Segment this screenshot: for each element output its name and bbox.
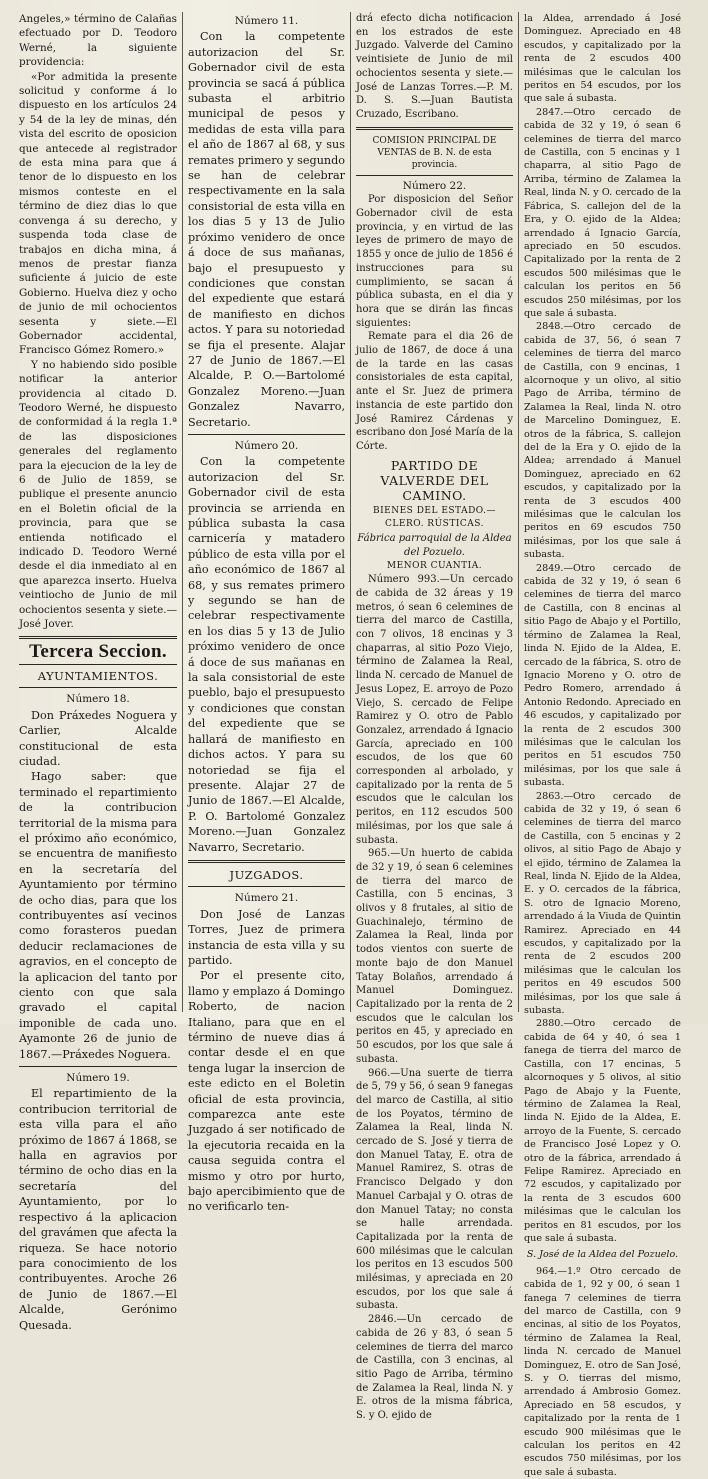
- text-paragraph: Remate para el dia 26 de julio de 1867, de doce á una de la tarde en las casas consistoriales de esta capital, ante el Sr. Juez de primera instancia de este partido don José Ramirez Cárdenas y escribano don José María de la Córte.: [356, 331, 513, 452]
- text-paragraph: Por el presente cito, llamo y emplazo á Domingo Roberto, de nacion Italiano, para que en el término de nueve dias á contar desde el en que tenga lugar la insercion de este edicto en el Boletin oficial de esta provincia, comparezca ante este Juzgado á ser notificado de la ejecutoria recaida en la causa seguida contra el mismo y otro por hurto, bajo apercibimiento que de no verificarlo ten-: [188, 969, 345, 1214]
- subheading: S. José de la Aldea del Pozuelo.: [526, 1249, 679, 1261]
- text-paragraph: 966.—Una suerte de tierra de 5, 79 y 56, ó sean 9 fanegas del marco de Castilla, al sitio de los Poyatos, término de Zalamea la Real, linda N. cercado de S. José y tierra de don Manuel Tatay, E. otra de Manuel Ramirez, S. otras de Francisco Delgado y don Manuel Carbajal y O. otras de don Manuel Tatay; no consta se halle arrendada. Capitalizada por la renta de 600 milésimas que le calculan los peritos en 13 escudos 500 milésimas, y apreciada en 20 escudos, por los que sale á subasta.: [356, 1067, 513, 1312]
- section-heading: JUZGADOS.: [229, 867, 304, 882]
- divider: [188, 860, 345, 863]
- notice-number: Número 11.: [234, 15, 299, 27]
- divider: [356, 175, 513, 176]
- section-heading: PARTIDO DE VALVERDE DEL CAMINO.: [380, 457, 489, 503]
- column-3: [350, 12, 518, 1422]
- text-paragraph: Con la competente autorizacion del Sr. Gobernador civil de esta provincia se sacá á pública subasta el arbitrio municipal de pesos y medidas de esta villa para el año de 1867 al 68, y sus remates primero y segundo se han de celebrar respectivamente en la sala consistorial de esta villa en los dias 5 y 13 de Julio próximo venidero de once á doce de sus mañanas, bajo el presupuesto y condiciones que constan del expediente que estará de manifiesto en dichos actos. Y para su notoriedad se fija el presente. Alajar 27 de Junio de 1867.—El Alcalde, P. O.—Bartolomé Gonzalez Moreno.—Juan Gonzalez Navarro, Secretario.: [188, 30, 345, 429]
- divider: [19, 664, 177, 665]
- text-paragraph: El repartimiento de la contribucion territorial de esta villa para el año próximo de 1867 á 1868, se halla en agravios por término de ocho dias en la secretaría del Ayuntamiento, por lo respectivo á la aplicacion del gravámen que afecta la riqueza. Se hace notorio para conocimiento de los contribuyentes. Aroche 26 de Junio de 1867.—El Alcalde, Gerónimo Quesada.: [19, 1087, 177, 1332]
- text-paragraph: Número 993.—Un cercado de cabida de 32 áreas y 19 metros, ó sean 6 celemines de tierra del marco de Castilla, con 7 olivos, 18 encinas y 3 chaparras, al sitio Pozo Viejo, término de Zalamea la Real, linda N. cercado de Manuel de Jesus Lopez, E. arroyo de Pozo Viejo, S. cercado de Felipe Ramirez y O. otro de Pablo Gonzalez, arrendado á Ignacio García, apreciado en 100 escudos, de los que 60 corresponden al arbolado, y capitalizado por la renta de 5 escudos que le calculan los peritos, en 112 escudos 500 milésimas, por los que sale á subasta.: [356, 574, 513, 846]
- text-paragraph: Don Práxedes Noguera y Carlier, Alcalde constitucional de esta ciudad.: [19, 708, 177, 768]
- text-paragraph: 2849.—Otro cercado de cabida de 32 y 19, ó sean 6 celemines de tierra del marco de Castilla, con 8 encinas al sitio Pago de Abajo y el Portillo, término de Zalamea la Real, linda N. Ejido de la Aldea, E. cercado de la fábrica, S. otro de Ignacio Moreno y O. otro de Pedro Romero, arrendado á Antonio Redondo. Apreciado en 46 escudos, y capitalizado por la renta de 2 escudos 300 milésimas que le calculan los peritos en 51 escudos 750 milésimas, por los que sale á subasta.: [524, 562, 681, 789]
- text-paragraph: drá efecto dicha notificacion en los estrados de este Juzgado. Valverde del Camino veintisiete de Junio de mil ochocientos sesenta y siete.—José de Lanzas Torres.—P. M. D. S. S.—Juan Bautista Cruzado, Escribano.: [356, 13, 513, 120]
- text-paragraph: «Por admitida la presente solicitud y conforme á lo dispuesto en los artículos 24 y 54 de la ley de minas, dén vista del escrito de oposicion que antecede al registrador de esta mina para que á tenor de lo dispuesto en los mismos conteste en el término de diez dias lo que convenga á su derecho, y suspenda toda clase de trabajos en dicha mina, á menos de prestar fianza suficiente á juicio de este Gobierno. Huelva diez y ocho de junio de mil ochocientos sesenta y siete.—El Gobernador accidental, Francisco Gómez Romero.»: [19, 70, 177, 357]
- text-paragraph: Don José de Lanzas Torres, Juez de primera instancia de esta villa y su partido.: [188, 907, 345, 967]
- notice-number: Número 18.: [66, 693, 130, 706]
- divider: [188, 886, 345, 887]
- text-paragraph: Con la competente autorizacion del Sr. Gobernador civil de esta provincia se arrienda en pública subasta la casa carnicería y matadero público de esta villa por el año económico de 1867 al 68, y sus remates primero y segundo se han de celebrar respectivamente en los dias 5 y 13 de Julio próximo venidero de once á doce de sus mañanas en la sala consistorial de este pueblo, bajo el presupuesto y condiciones que constan del expediente que se hallará de manifiesto en dichos actos. Y para su notoriedad se fija el presente. Alajar 27 de Junio de 1867.—El Alcalde, P. O. Bartolomé Gonzalez Moreno.—Juan Gonzalez Navarro, Secretario.: [188, 455, 345, 854]
- text-paragraph: 965.—Un huerto de cabida de 32 y 19, ó sean 6 celemines de tierra del marco de Castilla, con 5 encinas, 3 olivos y 8 frutales, al sitio de Guachinalejo, término de Zalamea la Real, linda por todos vientos con suerte de monte bajo de don Manuel Tatay Bolaños, arrendado á Manuel Dominguez. Capitalizado por la renta de 2 escudos que le calculan los peritos en 45, y apreciado en 50 escudos, por los que sale á subasta.: [356, 848, 513, 1065]
- text-paragraph: la Aldea, arrendado á José Dominguez. Apreciado en 48 escudos, y capitalizado por la renta de 2 escudos 400 milésimas que le calculan los peritos en 54 escudos, por los que sale á subasta.: [524, 13, 681, 105]
- text-paragraph: Y no habiendo sido posible notificar la anterior providencia al citado D. Teodoro Werné, he dispuesto de conformidad á la regla 1.ª de las disposiciones generales del reglamento para la ejecucion de la ley de 6 de Julio de 1859, se publique el presente anuncio en el Boletin oficial de la provincia, para que se entienda notificado el indicado D. Teodoro Werné desde el dia inmediato al en que aparezca inserto. Huelva veintiocho de Junio de mil ochocientos sesenta y siete.—José Jover.: [19, 358, 177, 631]
- text-paragraph: 2863.—Otro cercado de cabida de 32 y 19, ó sean 6 celemines de tierra del marco de Castilla, con 5 encinas y 2 olivos, al sitio Pago de Abajo y el ejido, término de Zalamea la Real, linda N. Ejido de la Aldea, E. y O. cercados de la fábrica, S. otro de Ignacio Moreno, arrendado á la Viuda de Quintin Ramirez. Apreciado en 44 escudos, y capitalizado por la renta de 2 escudos 200 milésimas que le calculan los peritos en 49 escudos 500 milésimas, por los que sale á subasta.: [524, 790, 681, 1017]
- column-4: [518, 12, 686, 1478]
- text-paragraph: 964.—1.º Otro cercado de cabida de 1, 92 y 00, ó sean 1 fanega 7 celemines de tierra del marco de Castilla, con 9 encinas, al sitio de los Poyatos, término de Zalamea la Real, linda N. cercado de Manuel Dominguez, E. otro de San José, S. y O. tierras del mismo, arrendado á Ambrosio Gomez. Apreciado en 58 escudos, y capitalizado por la renta de 1 escudo 900 milésimas que le calculan los peritos en 42 escudos 750 milésimas, por los que sale á subasta.: [524, 1265, 681, 1478]
- divider: [356, 127, 513, 130]
- section-heading: AYUNTAMIENTOS.: [37, 668, 159, 683]
- divider: [19, 687, 177, 688]
- text-paragraph: Hago saber: que terminado el repartimiento de la contribucion territorial de la misma para el próximo año económico, se encuentra de manifiesto en la secretaría del Ayuntamiento por término de ocho dias, para que los contribuyentes así vecinos como forasteros puedan deducir reclamaciones de agravios, en el concepto de la aplicacion del tanto por ciento con que sala gravado el capital imponible de cada uno. Ayamonte 26 de junio de 1867.—Práxedes Noguera.: [19, 770, 177, 1061]
- divider: [19, 1066, 177, 1067]
- notice-number: Número 20.: [234, 439, 299, 452]
- notice-number: Número 22.: [402, 179, 467, 192]
- divider: [188, 434, 345, 435]
- text-paragraph: Por disposicion del Señor Gobernador civil de esta provincia, y en virtud de las leyes de primero de mayo de 1855 y once de julio de 1856 é instrucciones para su cumplimiento, se sacan á pública subasta, en el dia y hora que se dirán las fincas siguientes:: [356, 194, 513, 329]
- text-paragraph: 2880.—Otro cercado de cabida de 64 y 40, ó sea 1 fanega de tierra del marco de Castilla, con 17 encinas, 5 alcornoques y 5 olivos, al sitio Pago de Abajo y la Fuente, término de Zalamea la Real, linda N. Ejido de la Aldea, E. arroyo de la Fuente, S. cercado de Francisco José Lopez y O. otro de la fábrica, arrendado á Felipe Ramirez. Apreciado en 72 escudos, y capitalizado por la renta de 3 escudos 600 milésimas que le calculan los peritos en 81 escudos, por los que sale á subasta.: [524, 1018, 681, 1244]
- divider: [19, 636, 177, 639]
- subheading: Fábrica parroquial de la Aldea del Pozuelo.: [357, 533, 512, 558]
- section-heading: COMISION PRINCIPAL DE VENTAS de B. N. de esta provincia.: [372, 135, 497, 170]
- column-2: [182, 12, 350, 1214]
- text-paragraph: Angeles,» término de Calañas efectuado por D. Teodoro Werné, la siguiente providencia:: [19, 13, 177, 69]
- subheading: MENOR CUANTIA.: [386, 560, 483, 571]
- text-paragraph: 2846.—Un cercado de cabida de 26 y 83, ó sean 5 celemines de tierra del marco de Castilla, con 3 encinas, al sitio Pago de Arriba, término de Zalamea la Real, linda N. y E. otros de la misma fábrica, S. y O. ejido de: [356, 1314, 513, 1422]
- text-paragraph: 2847.—Otro cercado de cabida de 32 y 19, ó sean 6 celemines de tierra del marco de Castilla, con 5 encinas y 1 chaparra, al sitio Pago de Arriba, término de Zalamea la Real, linda N. y O. cercado de la Fábrica, S. callejon del de la Era, y O. ejido de la Aldea; arrendado á Ignacio García, apreciado en 50 escudos. Capitalizado por la renta de 2 escudos 500 milésimas que le calculan los peritos en 56 escudos 250 milésimas, por los que sale á subasta.: [524, 106, 681, 319]
- section-title: Tercera Seccion.: [29, 641, 167, 663]
- notice-number: Número 19.: [66, 1072, 130, 1085]
- notice-number: Número 21.: [234, 892, 299, 905]
- column-1: [14, 12, 182, 1332]
- text-paragraph: 2848.—Otro cercado de cabida de 37, 56, ó sean 7 celemines de tierra del marco de Castilla, con 9 encinas, 1 alcornoque y un olivo, al sitio Pago de Arriba, término de Zalamea la Real, linda N. otro de Marcelino Dominguez, E. otros de la fábrica, S. callejon del de la Era y O. ejido de la Aldea; arrendado á Manuel Dominguez, apreciado en 62 escudos, y capitalizado por la renta de 3 escudos 400 milésimas que le calculan los peritos en 69 escudos 750 milésimas, por los que sale á subasta.: [524, 321, 681, 561]
- subheading: BIENES DEL ESTADO.—CLERO. RÚSTICAS.: [372, 505, 496, 530]
